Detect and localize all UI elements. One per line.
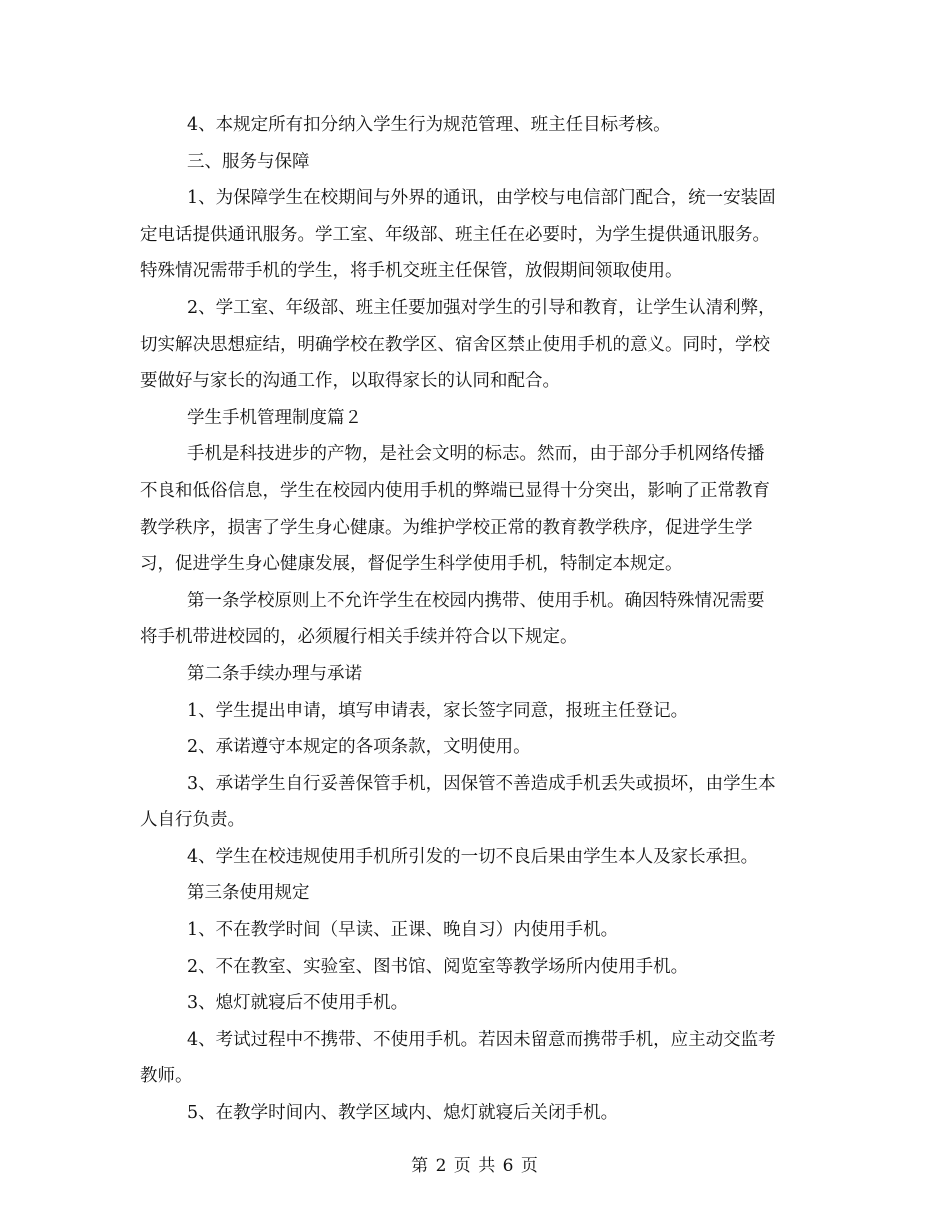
paragraph [140,1022,815,1095]
text-line: 4、学生在校违规使用手机所引发的一切不良后果由学生本人及家长承担。 [187,846,759,867]
text-line: 1、不在教学时间（早读、正课、晚自习）内使用手机。 [187,920,619,941]
text-line: 第二条手续办理与承诺 [187,663,362,684]
text-line: 不良和低俗信息，学生在校园内使用手机的弊端已显得十分突出，影响了正常教育 [140,480,770,501]
text-line: 4、本规定所有扣分纳入学生行为规范管理、班主任目标考核。 [187,115,671,135]
paragraph [140,766,815,839]
text-line: 4、考试过程中不携带、不使用手机。若因未留意而携带手机，应主动交监考 [187,1029,776,1050]
text-line: 三、服务与保障 [187,151,310,172]
text-line: 人自行负责。 [140,810,245,831]
text-line: 教学秩序，损害了学生身心健康。为维护学校正常的教育教学秩序，促进学生学 [140,517,753,538]
paragraph [140,107,815,144]
text-line: 学生手机管理制度篇２ [187,407,362,428]
text-line: 要做好与家长的沟通工作，以取得家长的认同和配合。 [140,371,560,392]
paragraph [140,875,815,912]
text-line: 5、在教学时间内、教学区域内、熄灯就寝后关闭手机。 [187,1103,619,1124]
text-line: 特殊情况需带手机的学生，将手机交班主任保管，放假期间领取使用。 [140,261,683,282]
page-footer: 第 2 页 共 6 页 [411,1156,539,1176]
text-line: 定电话提供通讯服务。学工室、年级部、班主任在必要时，为学生提供通讯服务。 [140,224,770,245]
paragraph [140,144,815,181]
paragraph [140,1095,815,1132]
paragraph [140,839,815,876]
text-line: 第一条学校原则上不允许学生在校园内携带、使用手机。确因特殊情况需要 [187,590,765,611]
text-line: 1、为保障学生在校期间与外界的通讯，由学校与电信部门配合，统一安装固 [187,188,776,209]
paragraph [140,583,815,656]
paragraph [140,693,815,730]
paragraph [140,656,815,693]
text-line: 2、不在教室、实验室、图书馆、阅览室等教学场所内使用手机。 [187,956,689,977]
paragraph [140,400,815,437]
paragraph [140,436,815,582]
paragraph [140,290,815,400]
text-line: 2、承诺遵守本规定的各项条款，文明使用。 [187,737,531,758]
text-line: 手机是科技进步的产物，是社会文明的标志。然而，由于部分手机网络传播 [187,444,765,465]
paragraph [140,949,815,986]
paragraph [140,985,815,1022]
text-line: 3、熄灯就寝后不使用手机。 [187,993,409,1014]
document-body [140,107,815,1132]
paragraph [140,729,815,766]
text-line: 3、承诺学生自行妥善保管手机，因保管不善造成手机丢失或损坏，由学生本 [187,773,776,794]
text-line: 习，促进学生身心健康发展，督促学生科学使用手机，特制定本规定。 [140,554,683,575]
text-line: 第三条使用规定 [187,883,310,904]
text-line: 教师。 [140,1066,193,1087]
text-line: 1、学生提出申请，填写申请表，家长签字同意，报班主任登记。 [187,700,689,721]
text-line: 切实解决思想症结，明确学校在教学区、宿舍区禁止使用手机的意义。同时，学校 [140,334,770,355]
text-line: 2、学工室、年级部、班主任要加强对学生的引导和教育，让学生认清利弊， [187,297,776,318]
paragraph [140,912,815,949]
text-line: 将手机带进校园的，必须履行相关手续并符合以下规定。 [140,627,578,648]
paragraph [140,180,815,290]
